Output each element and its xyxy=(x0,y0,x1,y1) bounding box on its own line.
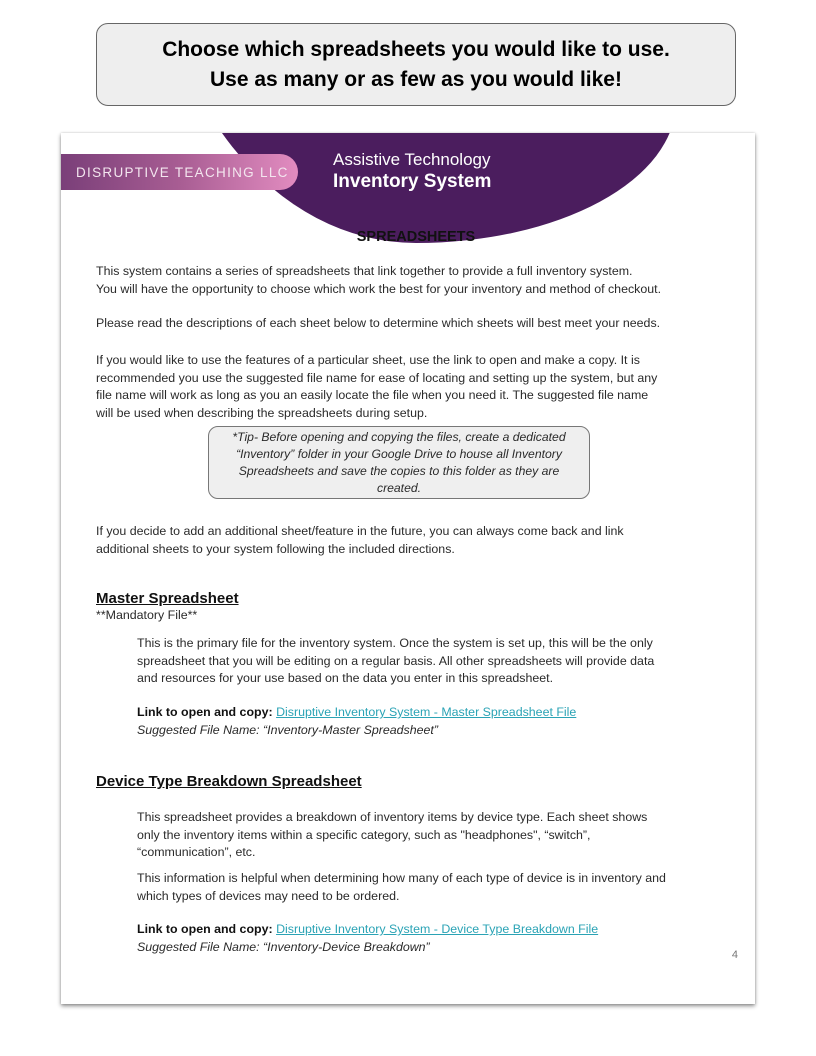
master-description xyxy=(137,635,737,688)
brand-name: DISRUPTIVE TEACHING LLC xyxy=(76,164,289,180)
section-title-master: Master Spreadsheet xyxy=(96,590,239,607)
link-label: Link to open and copy: xyxy=(137,922,273,936)
intro-line-2: You will have the opportunity to choose which work the best for your inventory and method of checkout. xyxy=(96,281,662,296)
copy-instructions-paragraph xyxy=(96,352,741,422)
master-link-block xyxy=(137,704,737,739)
copy-instructions-line: will be used when describing the spreadsheets during setup. xyxy=(96,405,428,420)
brand-logo xyxy=(61,154,298,190)
device-breakdown-link[interactable]: Disruptive Inventory System - Device Type Breakdown File xyxy=(276,922,599,936)
description-line: and resources for your use based on the data you enter in this spreadsheet. xyxy=(137,671,554,685)
description-line: which types of devices may need to be ordered. xyxy=(137,888,400,903)
intro-line-1: This system contains a series of spreadsheets that link together to provide a full inventory system. xyxy=(96,264,633,278)
device-description-2 xyxy=(137,870,737,905)
suggested-file-name: Suggested File Name: “Inventory-Master Spreadsheet” xyxy=(137,722,438,737)
instruction-callout xyxy=(96,23,736,106)
copy-instructions-line: recommended you use the suggested file name for ease of locating and setting up the system, but any xyxy=(96,370,658,385)
description-line: This information is helpful when determining how many of each type of device is in inventory and xyxy=(137,871,666,885)
description-line: spreadsheet that you will be editing on a regular basis. All other spreadsheets will provide data xyxy=(137,653,655,668)
read-descriptions-paragraph: Please read the descriptions of each sheet below to determine which sheets will best meet your needs. xyxy=(96,316,661,330)
callout-line-1: Choose which spreadsheets you would like to use. xyxy=(162,37,670,61)
suggested-file-name: Suggested File Name: “Inventory-Device Breakdown” xyxy=(137,939,430,954)
additional-line-1: If you decide to add an additional sheet/feature in the future, you can always come back and link xyxy=(96,524,624,538)
page-number: 4 xyxy=(731,949,738,961)
copy-instructions-line: If you would like to use the features of a particular sheet, use the link to open and make a copy. It is xyxy=(96,353,640,367)
device-description xyxy=(137,809,737,862)
master-spreadsheet-link[interactable]: Disruptive Inventory System - Master Spreadsheet File xyxy=(276,705,577,719)
additional-line-2: additional sheets to your system following the included directions. xyxy=(96,541,455,556)
description-line: only the inventory items within a specific category, such as "headphones", “switch”, xyxy=(137,827,591,842)
description-line: This is the primary file for the inventory system. Once the system is set up, this will be the only xyxy=(137,636,653,650)
tip-box xyxy=(208,426,590,499)
banner-title xyxy=(333,149,491,193)
document-page xyxy=(61,133,755,1004)
page-title: SPREADSHEETS xyxy=(356,229,476,245)
callout-line-2: Use as many or as few as you would like! xyxy=(210,67,622,91)
banner-title-line-1: Assistive Technology xyxy=(333,150,491,169)
mandatory-note: **Mandatory File** xyxy=(96,608,198,622)
device-link-block xyxy=(137,921,737,956)
description-line: This spreadsheet provides a breakdown of inventory items by device type. Each sheet shows xyxy=(137,810,648,824)
banner-title-line-2: Inventory System xyxy=(333,171,492,192)
link-label: Link to open and copy: xyxy=(137,705,273,719)
tip-text: *Tip- Before opening and copying the files, create a dedicated “Inventory” folder in your Google Drive to house all Inventory Spreadsheets and save the copies to this folder as they are created. xyxy=(232,429,566,495)
description-line: “communication”, etc. xyxy=(137,845,256,859)
section-title-device-breakdown: Device Type Breakdown Spreadsheet xyxy=(96,773,362,790)
intro-paragraph xyxy=(96,263,741,298)
additional-sheets-paragraph xyxy=(96,523,741,558)
copy-instructions-line: file name will work as long as you an easily locate the file when you need it. The suggested file name xyxy=(96,388,649,402)
